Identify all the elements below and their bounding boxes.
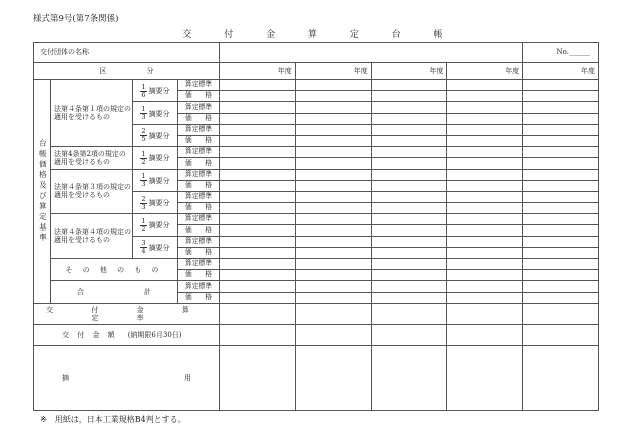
amount-cell[interactable] [371,180,447,191]
amount-cell[interactable] [523,236,599,247]
amount-cell[interactable] [220,345,296,410]
amount-cell[interactable] [295,225,371,236]
grant-amount-label: 交 付 金 額 (納期限6月30日) [34,324,220,345]
amount-cell[interactable] [523,180,599,191]
amount-cell[interactable] [220,292,296,303]
row-kind-standard: 算定標準 [178,147,220,158]
amount-cell[interactable] [220,124,296,135]
amount-cell[interactable] [447,281,523,292]
amount-cell[interactable] [523,147,599,158]
amount-cell[interactable] [371,169,447,180]
amount-cell[interactable] [523,345,599,410]
amount-cell[interactable] [523,191,599,202]
form-number: 様式第9号(第7条関係) [33,14,119,24]
ratio-label: 摘要分 [148,87,170,96]
amount-cell[interactable] [371,158,447,169]
amount-cell[interactable] [295,169,371,180]
amount-cell[interactable] [295,247,371,258]
row-kind-price: 価 格 [178,158,220,169]
ratio-fraction: $\frac{2}{5}$ [141,127,146,144]
ratio-group [133,169,178,191]
amount-cell[interactable] [295,303,371,324]
ratio-fraction: $\frac{1}{3}$ [141,172,146,189]
amount-cell[interactable] [220,91,296,102]
amount-cell[interactable] [523,135,599,146]
amount-cell[interactable] [447,259,523,270]
remarks-label: 摘 用 [34,345,220,410]
amount-cell[interactable] [220,214,296,225]
amount-cell[interactable] [220,158,296,169]
amount-cell[interactable] [523,102,599,113]
row-kind-price: 価 格 [178,180,220,191]
amount-cell[interactable] [523,169,599,180]
amount-cell[interactable] [371,225,447,236]
law-clause-label: 法第４条第３項の規定の適用を受けるもの [51,169,133,214]
row-kind-standard: 算定標準 [178,281,220,292]
ratio-fraction: $\frac{1}{2}$ [141,149,146,166]
year-header: 年度 [371,63,447,80]
amount-cell[interactable] [220,324,296,345]
side-category-label: 台帳価格及び算定基準 [34,80,51,304]
ratio-fraction: $\frac{3}{4}$ [141,239,146,256]
amount-cell[interactable] [523,214,599,225]
amount-cell[interactable] [295,259,371,270]
law-clause-label: 法第4条第2項の規定の適用を受けるもの [51,147,133,169]
amount-cell[interactable] [371,259,447,270]
amount-cell[interactable] [523,158,599,169]
org-name-value[interactable] [220,43,523,63]
amount-cell[interactable] [447,180,523,191]
amount-cell[interactable] [523,281,599,292]
amount-cell[interactable] [295,135,371,146]
ratio-group [133,236,178,258]
amount-cell[interactable] [371,135,447,146]
amount-cell[interactable] [295,91,371,102]
ratio-group [133,124,178,146]
ratio-group [133,80,178,102]
amount-cell[interactable] [447,91,523,102]
amount-cell[interactable] [295,180,371,191]
row-kind-price: 価 格 [178,270,220,281]
row-kind-standard: 算定標準 [178,169,220,180]
amount-cell[interactable] [220,191,296,202]
row-kind-price: 価 格 [178,292,220,303]
amount-cell[interactable] [447,214,523,225]
law-clause-label: 法第４条第１項の規定の適用を受けるもの [51,80,133,147]
ratio-group [133,214,178,236]
amount-cell[interactable] [220,270,296,281]
amount-cell[interactable] [523,247,599,258]
row-kind-standard: 算定標準 [178,124,220,135]
ratio-label: 摘要分 [148,109,170,118]
division-header [34,63,220,80]
ratio-group [133,147,178,169]
ratio-fraction: $\frac{1}{3}$ [141,105,146,122]
amount-cell[interactable] [295,203,371,214]
amount-cell[interactable] [447,135,523,146]
amount-cell[interactable] [523,324,599,345]
amount-cell[interactable] [220,147,296,158]
amount-cell[interactable] [447,270,523,281]
ratio-label: 摘要分 [148,154,170,163]
row-kind-standard: 算定標準 [178,80,220,91]
amount-cell[interactable] [295,191,371,202]
ratio-group [133,191,178,213]
grant-rate-label: 交 付 金 算 定 率 [34,303,220,324]
amount-cell[interactable] [220,169,296,180]
amount-cell[interactable] [295,236,371,247]
amount-cell[interactable] [523,270,599,281]
amount-cell[interactable] [447,303,523,324]
document-title: 交 付 金 算 定 台 帳 [182,30,458,40]
ratio-label: 摘要分 [148,243,170,252]
amount-cell[interactable] [220,135,296,146]
amount-cell[interactable] [220,303,296,324]
amount-cell[interactable] [295,124,371,135]
others-label: そ の 他 の も の [51,259,178,281]
ratio-label: 摘要分 [148,131,170,140]
amount-cell[interactable] [447,324,523,345]
footnote-text: 用紙は，日本工業規格B4判とする。 [54,415,186,424]
amount-cell[interactable] [371,345,447,410]
row-kind-price: 価 格 [178,247,220,258]
amount-cell[interactable] [371,236,447,247]
amount-cell[interactable] [371,292,447,303]
amount-cell[interactable] [523,91,599,102]
amount-cell[interactable] [523,80,599,91]
amount-cell[interactable] [220,180,296,191]
row-kind-price: 価 格 [178,225,220,236]
amount-cell[interactable] [371,80,447,91]
ratio-fraction: $\frac{2}{3}$ [141,194,146,211]
row-kind-price: 価 格 [178,91,220,102]
row-kind-standard: 算定標準 [178,214,220,225]
amount-cell[interactable] [447,147,523,158]
amount-cell[interactable] [523,292,599,303]
amount-cell[interactable] [220,113,296,124]
footnote [40,414,186,425]
amount-cell[interactable] [371,191,447,202]
amount-cell[interactable] [371,124,447,135]
bun-label: 分 [146,66,154,75]
amount-cell[interactable] [295,214,371,225]
amount-cell[interactable] [220,236,296,247]
amount-cell[interactable] [447,203,523,214]
amount-cell[interactable] [371,102,447,113]
amount-cell[interactable] [447,191,523,202]
amount-cell[interactable] [371,203,447,214]
amount-cell[interactable] [220,203,296,214]
amount-cell[interactable] [295,270,371,281]
amount-cell[interactable] [295,292,371,303]
number-field[interactable]: No.______ [523,43,599,63]
ku-label: 区 [99,66,147,75]
amount-cell[interactable] [371,91,447,102]
ratio-fraction: $\frac{1}{6}$ [141,82,146,99]
amount-cell[interactable] [447,292,523,303]
amount-cell[interactable] [220,247,296,258]
year-header: 年度 [295,63,371,80]
ratio-label: 摘要分 [148,199,170,208]
law-clause-label: 法第４条第４項の規定の適用を受けるもの [51,214,133,259]
amount-cell[interactable] [371,113,447,124]
amount-cell[interactable] [447,345,523,410]
amount-cell[interactable] [295,113,371,124]
row-kind-price: 価 格 [178,203,220,214]
year-header: 年度 [220,63,296,80]
footnote-mark: ※ [40,415,47,424]
row-kind-price: 価 格 [178,135,220,146]
row-kind-standard: 算定標準 [178,236,220,247]
amount-cell[interactable] [295,324,371,345]
amount-cell[interactable] [447,124,523,135]
amount-cell[interactable] [371,281,447,292]
amount-cell[interactable] [295,158,371,169]
amount-cell[interactable] [447,169,523,180]
amount-cell[interactable] [447,158,523,169]
ratio-label: 摘要分 [148,221,170,230]
amount-cell[interactable] [447,247,523,258]
total-label: 合 計 [51,281,178,303]
amount-cell[interactable] [371,247,447,258]
ledger-table [33,42,599,411]
amount-cell[interactable] [371,147,447,158]
amount-cell[interactable] [220,225,296,236]
amount-cell[interactable] [523,225,599,236]
amount-cell[interactable] [447,113,523,124]
amount-cell[interactable] [447,236,523,247]
amount-cell[interactable] [220,80,296,91]
row-kind-standard: 算定標準 [178,191,220,202]
amount-cell[interactable] [295,147,371,158]
amount-cell[interactable] [295,345,371,410]
row-kind-price: 価 格 [178,113,220,124]
row-kind-standard: 算定標準 [178,102,220,113]
amount-cell[interactable] [371,324,447,345]
amount-cell[interactable] [523,124,599,135]
payment-deadline-note: (納期限6月30日) [127,330,182,339]
year-header: 年度 [523,63,599,80]
amount-cell[interactable] [523,113,599,124]
ratio-fraction: $\frac{1}{2}$ [141,216,146,233]
amount-cell[interactable] [220,259,296,270]
amount-cell[interactable] [523,203,599,214]
amount-cell[interactable] [523,259,599,270]
row-kind-standard: 算定標準 [178,259,220,270]
year-header: 年度 [447,63,523,80]
amount-cell[interactable] [295,80,371,91]
amount-cell[interactable] [447,80,523,91]
amount-cell[interactable] [220,281,296,292]
amount-cell[interactable] [220,102,296,113]
amount-cell[interactable] [295,281,371,292]
amount-cell[interactable] [523,303,599,324]
ratio-group [133,102,178,124]
amount-cell[interactable] [371,270,447,281]
amount-cell[interactable] [295,102,371,113]
ratio-label: 摘要分 [148,176,170,185]
amount-cell[interactable] [447,102,523,113]
org-name-label: 交付団体の名称 [34,43,220,63]
amount-cell[interactable] [371,303,447,324]
amount-cell[interactable] [447,225,523,236]
amount-cell[interactable] [371,214,447,225]
